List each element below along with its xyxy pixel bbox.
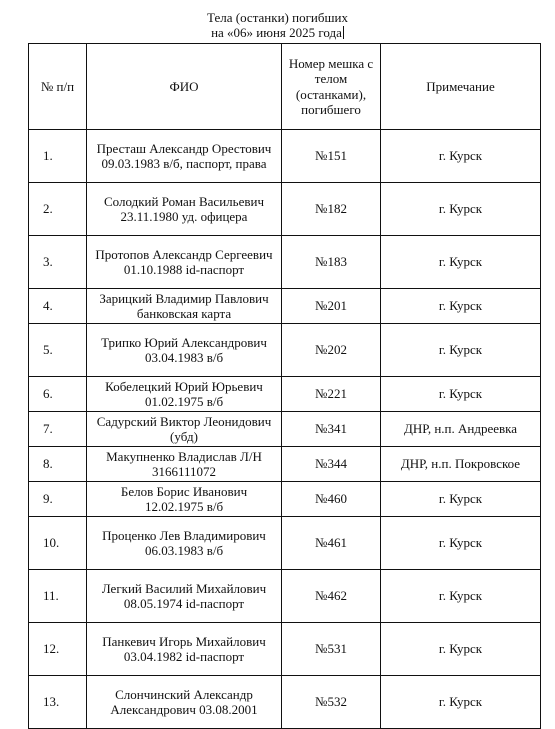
row-fio: Макупненко Владислав Л/Н 3166111072 (87, 447, 282, 482)
row-note: г. Курск (381, 377, 541, 412)
header-note: Примечание (381, 44, 541, 130)
row-num: 1. (29, 130, 87, 183)
table-row (29, 482, 541, 517)
table-row (29, 447, 541, 482)
row-fio: Садурский Виктор Леонидович (убд) (87, 412, 282, 447)
row-fio: Кобелецкий Юрий Юрьевич 01.02.1975 в/б (87, 377, 282, 412)
table-row (29, 377, 541, 412)
row-note: г. Курск (381, 482, 541, 517)
row-fio: Проценко Лев Владимирович 06.03.1983 в/б (87, 517, 282, 570)
row-note: г. Курск (381, 623, 541, 676)
row-bag-number: №461 (282, 517, 381, 570)
table-row (29, 289, 541, 324)
table-row (29, 412, 541, 447)
row-fio: Панкевич Игорь Михайлович 03.04.1982 id-паспорт (87, 623, 282, 676)
row-note: г. Курск (381, 236, 541, 289)
row-num: 6. (29, 377, 87, 412)
table-row (29, 570, 541, 623)
row-bag-number: №201 (282, 289, 381, 324)
row-bag-number: №221 (282, 377, 381, 412)
row-fio: Протопов Александр Сергеевич 01.10.1988 id-паспорт (87, 236, 282, 289)
row-num: 5. (29, 324, 87, 377)
row-note: г. Курск (381, 183, 541, 236)
document-title (0, 10, 555, 40)
row-num: 13. (29, 676, 87, 729)
table-row (29, 130, 541, 183)
table-row (29, 623, 541, 676)
header-bag: Номер мешка с телом (останками), погибшего (282, 44, 381, 130)
text-cursor (343, 26, 344, 39)
row-num: 8. (29, 447, 87, 482)
row-num: 9. (29, 482, 87, 517)
table-row (29, 183, 541, 236)
row-note: ДНР, н.п. Покровское (381, 447, 541, 482)
row-bag-number: №182 (282, 183, 381, 236)
row-num: 7. (29, 412, 87, 447)
header-num: № п/п (29, 44, 87, 130)
row-num: 10. (29, 517, 87, 570)
row-fio: Слончинский Александр Александрович 03.08.2001 (87, 676, 282, 729)
row-fio: Легкий Василий Михайлович 08.05.1974 id-паспорт (87, 570, 282, 623)
row-num: 2. (29, 183, 87, 236)
row-note: г. Курск (381, 289, 541, 324)
row-num: 4. (29, 289, 87, 324)
row-fio: Трипко Юрий Александрович 03.04.1983 в/б (87, 324, 282, 377)
row-bag-number: №344 (282, 447, 381, 482)
row-bag-number: №531 (282, 623, 381, 676)
row-fio: Престаш Александр Орестович 09.03.1983 в/б, паспорт, права (87, 130, 282, 183)
row-bag-number: №462 (282, 570, 381, 623)
title-line-1: Тела (останки) погибших (207, 10, 348, 25)
row-note: г. Курск (381, 324, 541, 377)
row-bag-number: №532 (282, 676, 381, 729)
table-row (29, 236, 541, 289)
title-line-2-text: на «06» июня 2025 года (211, 25, 342, 40)
table-header-row (29, 44, 541, 130)
table-row (29, 676, 541, 729)
row-num: 3. (29, 236, 87, 289)
row-fio: Солодкий Роман Васильевич 23.11.1980 уд. офицера (87, 183, 282, 236)
row-note: ДНР, н.п. Андреевка (381, 412, 541, 447)
row-note: г. Курск (381, 517, 541, 570)
table-row (29, 324, 541, 377)
row-bag-number: №460 (282, 482, 381, 517)
row-num: 11. (29, 570, 87, 623)
victims-table (28, 43, 541, 729)
table-row (29, 517, 541, 570)
row-fio: Белов Борис Иванович 12.02.1975 в/б (87, 482, 282, 517)
row-bag-number: №341 (282, 412, 381, 447)
row-fio: Зарицкий Владимир Павлович банковская карта (87, 289, 282, 324)
row-bag-number: №183 (282, 236, 381, 289)
title-line-2 (0, 25, 555, 40)
row-note: г. Курск (381, 130, 541, 183)
row-bag-number: №151 (282, 130, 381, 183)
row-num: 12. (29, 623, 87, 676)
row-bag-number: №202 (282, 324, 381, 377)
row-note: г. Курск (381, 676, 541, 729)
header-fio: ФИО (87, 44, 282, 130)
row-note: г. Курск (381, 570, 541, 623)
